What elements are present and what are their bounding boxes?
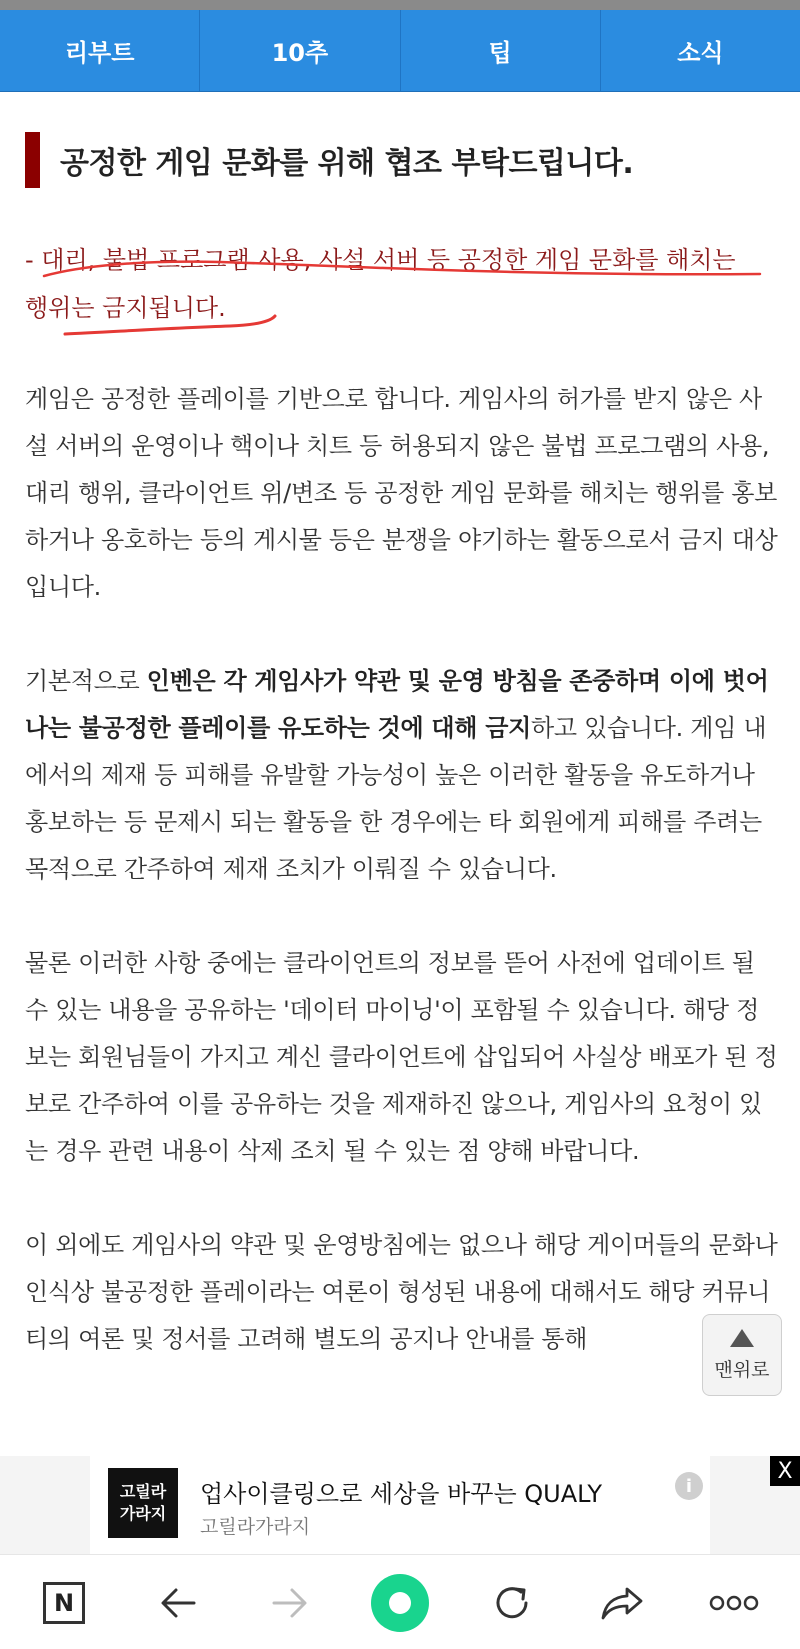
refresh-button[interactable] [472,1555,552,1649]
tab-reboot[interactable]: 리부트 [0,10,200,91]
page-title: 공정한 게임 문화를 위해 협조 부탁드립니다. [60,146,634,181]
back-button[interactable] [138,1555,218,1649]
scroll-to-top-button[interactable] [702,1314,782,1396]
share-button[interactable] [582,1555,662,1649]
ad-card[interactable] [90,1456,710,1554]
naver-n-icon: N [43,1582,85,1624]
ad-headline[interactable]: 업사이클링으로 세상을 바꾸는 QUALY [200,1480,602,1508]
status-bar [0,0,800,10]
heading-accent-bar [25,132,40,188]
green-circle-icon [371,1574,429,1632]
share-icon [599,1583,645,1623]
arrow-up-icon [730,1329,754,1347]
paragraph-1: 게임은 공정한 플레이를 기반으로 합니다. 게임사의 허가를 받지 않은 사설 서버의 운영이나 핵이나 치트 등 허용되지 않은 불법 프로그램의 사용, 대리 행위, 클라이언트 위/변조 등 공정한 게임 문화를 해치는 행위를 홍보하거나 옹호하는 등의 게시물 등은 분쟁을 야기하는 활동으로서 금지 대상입니다. [25,385,778,601]
warning-line-1: - 대리, 불법 프로그램 사용, 사설 서버 등 공정한 게임 문화를 해치는 [25,246,736,274]
notice-heading [25,132,780,188]
info-icon[interactable]: i [675,1472,703,1500]
paragraph-2: 기본적으로 인벤은 각 게임사가 약관 및 운영 방침을 존중하며 이에 벗어나는 불공정한 플레이를 유도하는 것에 대해 금지하고 있습니다. 게임 내에서의 제재 등 피해를 유발할 가능성이 높은 이러한 활동을 유도하거나 홍보하는 등 문제시 되는 활동을 한 경우에는 타 회원에게 피해를 주려는 목적으로 간주하여 제재 조치가 이뤄질 수 있습니다. [25,667,769,883]
tab-10chu[interactable]: 10추 [200,10,400,91]
tab-tips[interactable]: 팁 [401,10,601,91]
arrow-left-icon [158,1585,198,1621]
ad-sponsor: 고릴라가라지 [200,1516,311,1538]
naver-home-button[interactable] [24,1555,104,1649]
more-dots-icon [709,1593,759,1613]
warning-text [25,236,780,332]
ad-banner[interactable] [0,1456,800,1554]
paragraph-4: 이 외에도 게임사의 약관 및 운영방침에는 없으나 해당 게이머들의 문화나 인식상 불공정한 플레이라는 여론이 형성된 내용에 대해서도 해당 커뮤니티의 여론 및 정서를 고려해 별도의 공지나 안내를 통해 [25,1231,778,1353]
paragraph-3: 물론 이러한 사항 중에는 클라이언트의 정보를 뜯어 사전에 업데이트 될 수 있는 내용을 공유하는 '데이터 마이닝'이 포함될 수 있습니다. 해당 정보는 회원님들이 가지고 계신 클라이언트에 삽입되어 사실상 배포가 된 정보로 간주하여 이를 공유하는 것을 제재하진 않으나, 게임사의 요청이 있는 경우 관련 내용이 삭제 조치 될 수 있는 점 양해 바랍니다. [25,949,778,1165]
scroll-to-top-label: 맨위로 [714,1358,770,1381]
arrow-right-icon [270,1585,310,1621]
notice-content [25,92,780,1363]
more-menu-button[interactable] [694,1555,774,1649]
close-ad-button[interactable]: X [770,1456,800,1486]
tab-news[interactable]: 소식 [677,39,724,67]
warning-line-2: 행위는 금지됩니다. [25,294,226,322]
category-tab-bar [0,10,800,92]
ad-logo: 고릴라 가라지 [108,1468,178,1538]
browser-toolbar [0,1554,800,1649]
green-dot-button[interactable] [360,1555,440,1649]
refresh-icon [491,1582,533,1624]
forward-button[interactable] [250,1555,330,1649]
paragraph-2-bold: 인벤은 각 게임사가 약관 및 운영 방침을 존중하며 이에 벗어나는 불공정한 플레이를 유도하는 것에 대해 금지 [25,667,769,742]
